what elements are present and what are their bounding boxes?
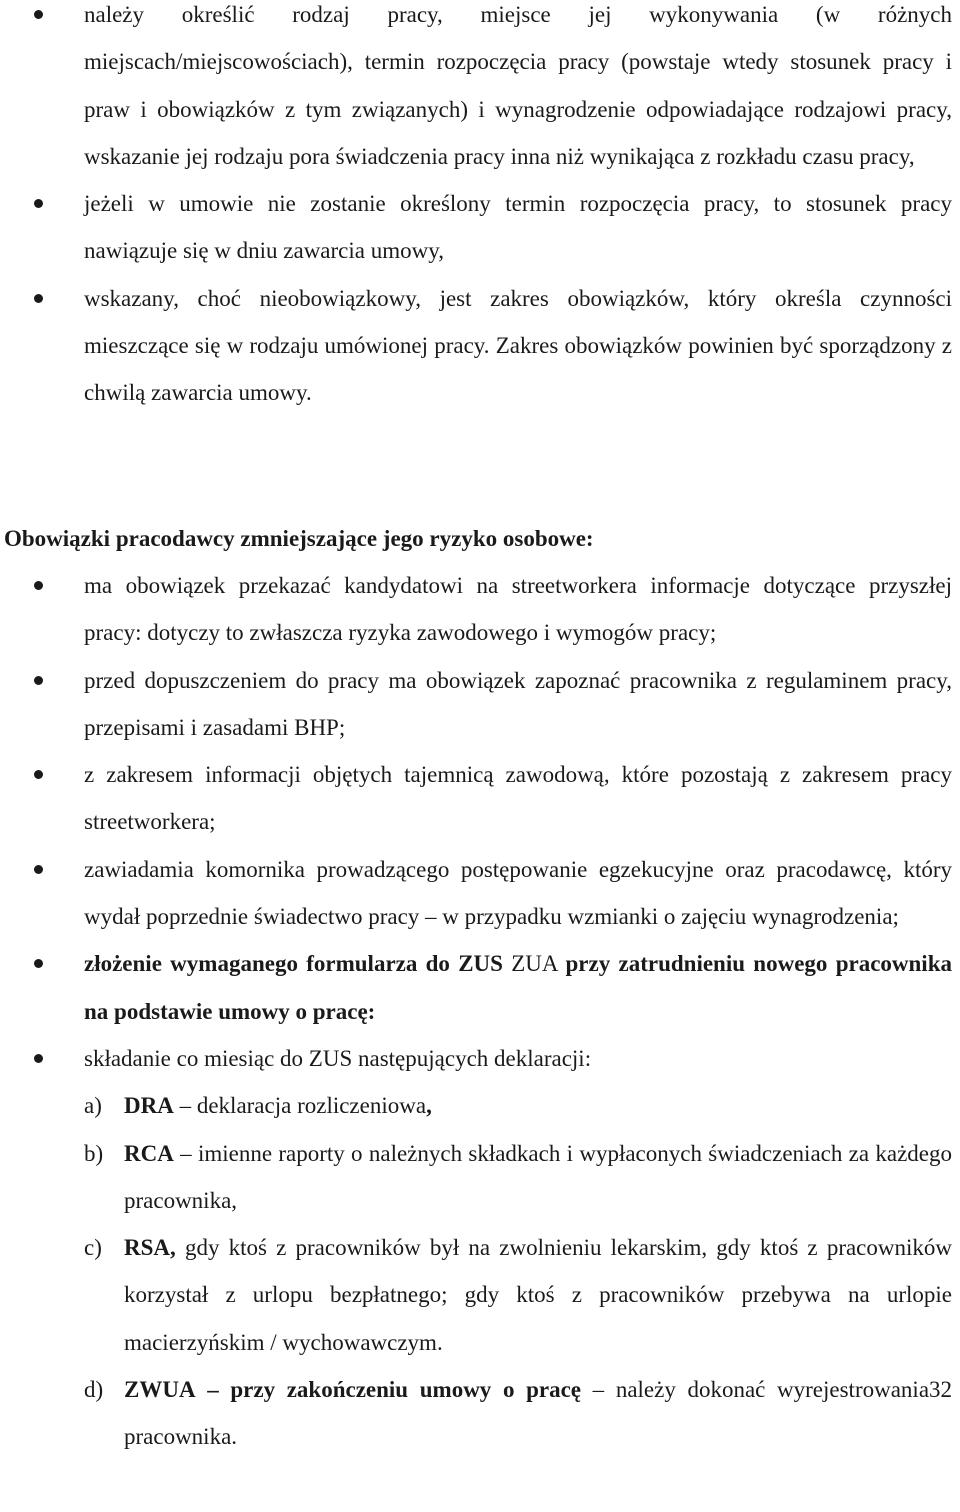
contract-terms-list [0,0,956,417]
bold-text: przy zatrudnieniu nowego pracownika na podstawie umowy o pracę: [84,951,952,1024]
bullet-icon [34,865,43,874]
sublist-marker: c) [84,1235,102,1261]
sublist-item [84,1082,952,1129]
list-item-declarations [0,1035,956,1461]
sublist-marker: d) [84,1377,104,1403]
list-item-text: ma obowiązek przekazać kandydatowi na streetworkera informacje dotyczące przyszłej pracy: dotyczy to zwłaszcza ryzyka zawodowego i wymogów pracy; [84,573,952,646]
list-item-text: jeżeli w umowie nie zostanie określony termin rozpoczęcia pracy, to stosunek pracy nawiązuje się w dniu zawarcia umowy, [84,191,952,264]
bullet-icon [34,10,43,19]
declaration-description: gdy ktoś z pracowników był na zwolnieniu lekarskim, gdy ktoś z pracowników korzystał z urlopu bezpłatnego; gdy ktoś z pracowników przebywa na urlopie macierzyńskim / wychowawczym. [124,1235,952,1355]
declaration-description: – należy dokonać wyrejestrowania32 pracownika. [124,1377,953,1450]
list-item [0,657,956,752]
list-item [0,180,956,275]
list-item-text: przed dopuszczeniem do pracy ma obowiązek zapoznać pracownika z regulaminem pracy, przepisami i zasadami BHP; [84,667,952,740]
list-item-text: składanie co miesiąc do ZUS następujących deklaracji: [84,1045,592,1071]
list-item [0,0,956,180]
bold-text: złożenie wymaganego formularza do ZUS [84,951,503,977]
declaration-code: ZWUA [124,1377,196,1403]
list-item [0,275,956,417]
declaration-bold-description: – przy zakończeniu umowy o pracę [207,1377,582,1403]
sublist-item [84,1224,952,1366]
list-item [0,751,956,846]
list-item-zus [0,940,956,1035]
list-item [0,846,956,941]
bullet-icon [34,770,43,779]
trailing-comma: , [426,1093,432,1119]
bullet-icon [34,199,43,208]
bullet-icon [34,959,43,968]
list-item [0,562,956,657]
list-item-text: z zakresem informacji objętych tajemnicą zawodową, które pozostają z zakresem pracy streetworkera; [84,762,952,835]
declaration-description: – imienne raporty o należnych składkach i wypłaconych świadczeniach za każdego pracownika, [124,1140,952,1213]
declaration-code: DRA [124,1093,174,1119]
sublist-item [84,1366,952,1461]
sublist-marker: b) [84,1140,104,1166]
bullet-icon [34,676,43,685]
form-code: ZUA [511,951,558,977]
sublist-marker: a) [84,1093,102,1119]
declaration-code: RSA, [124,1235,176,1261]
declaration-code: RCA [124,1140,174,1166]
declarations-sublist [84,1082,952,1460]
list-item-text: zawiadamia komornika prowadzącego postępowanie egzekucyjne oraz pracodawcę, który wydał poprzednie świadectwo pracy – w przypadku wzmianki o zajęciu wynagrodzenia; [84,856,952,930]
declaration-description: – deklaracja rozliczeniowa [179,1093,427,1119]
section-heading: Obowiązki pracodawcy zmniejszające jego ryzyko osobowe: [4,526,594,551]
list-item-text: należy określić rodzaj pracy, miejsce jej wykonywania (w różnych miejscach/miejscowościach), termin rozpoczęcia pracy (powstaje wtedy stosunek pracy i praw i obowiązków z tym związanych) i wynagrodzenie odpowiadające rodzajowi pracy, wskazanie jej rodzaju pora świadczenia pracy inna niż wynikająca z rozkładu czasu pracy, [84,2,952,169]
bullet-icon [34,1054,43,1063]
bullet-icon [34,294,43,303]
bullet-icon [34,581,43,590]
sublist-item [84,1130,952,1225]
employer-duties-list [0,562,956,1461]
list-item-text: wskazany, choć nieobowiązkowy, jest zakres obowiązków, który określa czynności mieszczące się w rodzaju umówionej pracy. Zakres obowiązków powinien być sporządzony z chwilą zawarcia umowy. [84,285,952,406]
list-item-text [84,940,952,1035]
